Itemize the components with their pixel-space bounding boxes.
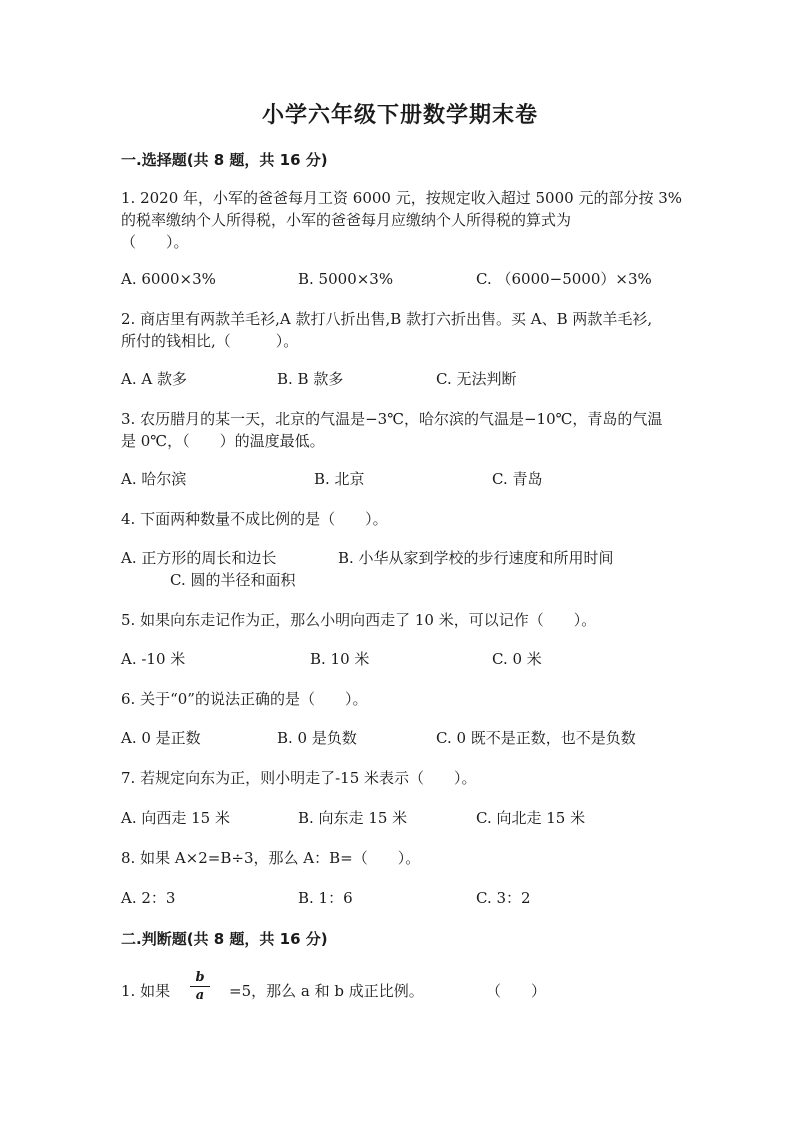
question-7-option-b: B. 向东走 15 米 xyxy=(298,809,408,827)
question-1-line-1: 1. 2020 年，小军的爸爸每月工资 6000 元，按规定收入超过 5000 元的部分按 3% xyxy=(121,189,683,207)
question-1-line-2: 的税率缴纳个人所得税，小军的爸爸每月应缴纳个人所得税的算式为 xyxy=(121,211,572,229)
question-8-option-b: B. 1：6 xyxy=(298,889,353,907)
question-3-option-b: B. 北京 xyxy=(314,470,365,488)
question-5-option-b: B. 10 米 xyxy=(310,650,370,668)
question-1-option-c: C. （6000−5000）×3% xyxy=(476,270,652,288)
question-8-option-a: A. 2：3 xyxy=(121,889,176,907)
fraction-b-over-a xyxy=(188,970,212,1003)
question-3-line-2: 是 0℃，（ ）的温度最低。 xyxy=(121,432,325,450)
question-7-line-1: 7. 若规定向东为正，则小明走了-15 米表示（ ）。 xyxy=(121,769,477,787)
question-3-option-a: A. 哈尔滨 xyxy=(121,470,187,488)
question-2-option-a: A. A 款多 xyxy=(121,370,187,388)
question-6-line-1: 6. 关于“0”的说法正确的是（ ）。 xyxy=(121,690,368,708)
question-5-option-c: C. 0 米 xyxy=(492,650,542,668)
question-4-option-b: B. 小华从家到学校的步行速度和所用时间 xyxy=(338,549,614,567)
question-6-option-b: B. 0 是负数 xyxy=(277,729,357,747)
page-title: 小学六年级下册数学期末卷 xyxy=(261,103,538,128)
question-8-line-1: 8. 如果 A×2=B÷3，那么 A：B=（ ）。 xyxy=(121,849,421,867)
fraction-denominator: a xyxy=(195,988,205,1003)
section-heading-choice: 一.选择题(共 8 题，共 16 分) xyxy=(121,151,328,169)
question-2-option-b: B. B 款多 xyxy=(277,370,344,388)
question-7-option-a: A. 向西走 15 米 xyxy=(121,809,230,827)
question-1-option-a: A. 6000×3% xyxy=(121,270,216,288)
question-3-line-1: 3. 农历腊月的某一天，北京的气温是−3℃，哈尔滨的气温是−10℃，青岛的气温 xyxy=(121,410,663,428)
question-6-option-a: A. 0 是正数 xyxy=(121,729,201,747)
question-5-line-1: 5. 如果向东走记作为正，那么小明向西走了 10 米，可以记作（ ）。 xyxy=(121,611,597,629)
section-heading-true-false: 二.判断题(共 8 题，共 16 分) xyxy=(121,930,328,948)
judge-1-prefix: 1. 如果 xyxy=(121,982,171,1000)
question-2-line-2: 所付的钱相比,（ ）。 xyxy=(121,332,299,350)
question-2-line-1: 2. 商店里有两款羊毛衫,A 款打八折出售,B 款打六折出售。买 A、B 两款羊毛衫, xyxy=(121,310,653,328)
fraction-bar xyxy=(190,986,210,987)
question-1-line-3: （ ）。 xyxy=(121,233,189,251)
question-6-option-c: C. 0 既不是正数，也不是负数 xyxy=(436,729,636,747)
question-4-option-a: A. 正方形的周长和边长 xyxy=(121,549,277,567)
question-3-option-c: C. 青岛 xyxy=(492,470,543,488)
question-4-line-1: 4. 下面两种数量不成比例的是（ ）。 xyxy=(121,510,388,528)
question-5-option-a: A. -10 米 xyxy=(121,650,186,668)
question-2-option-c: C. 无法判断 xyxy=(436,370,517,388)
fraction-numerator: b xyxy=(195,970,205,985)
judge-1-answer-blank: （ ） xyxy=(486,982,547,1000)
question-8-option-c: C. 3：2 xyxy=(476,889,531,907)
question-7-option-c: C. 向北走 15 米 xyxy=(476,809,586,827)
question-1-option-b: B. 5000×3% xyxy=(298,270,394,288)
question-4-option-c: C. 圆的半径和面积 xyxy=(170,571,296,589)
judge-1-suffix: =5，那么 a 和 b 成正比例。 xyxy=(229,982,424,1000)
